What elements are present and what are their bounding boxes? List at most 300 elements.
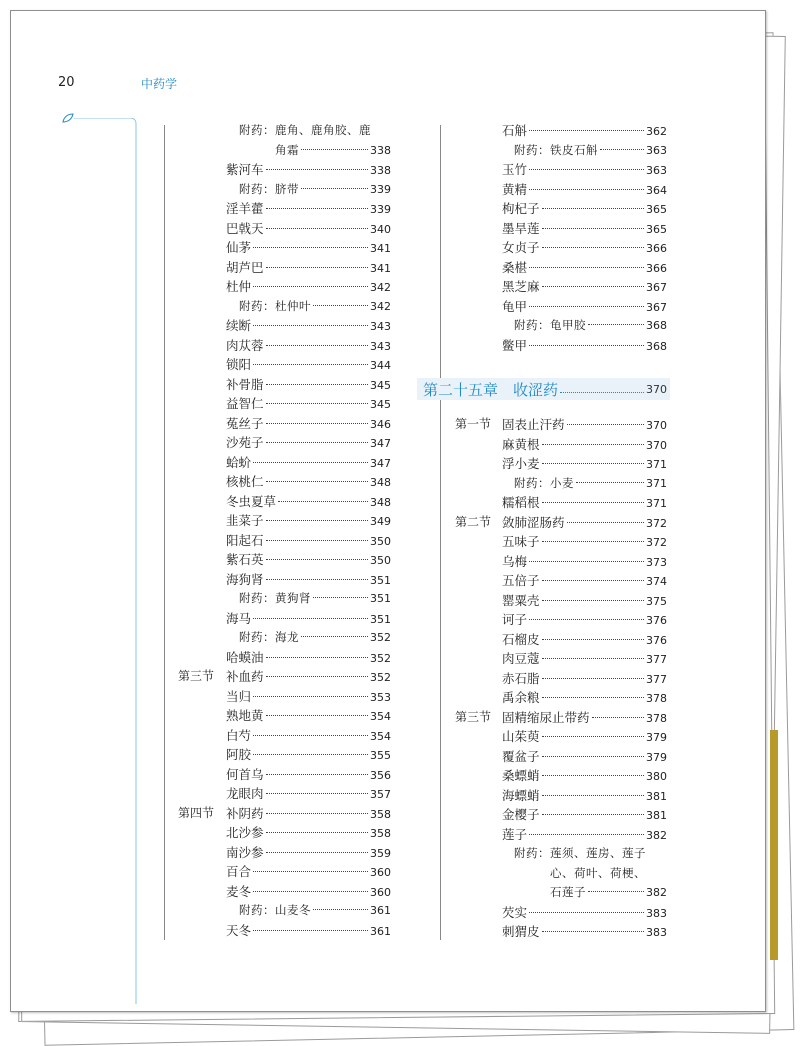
entry-page: 348 <box>370 476 391 489</box>
entry-page: 370 <box>646 438 667 452</box>
toc-entry[interactable] <box>502 747 667 766</box>
toc-appendix-entry[interactable] <box>514 316 667 335</box>
entry-page: 342 <box>370 281 391 294</box>
toc-entry[interactable] <box>226 921 391 940</box>
section-label: 第四节 <box>178 805 215 820</box>
leader-dots <box>266 793 368 794</box>
leader-dots <box>266 676 368 677</box>
entry-name: 蛤蚧 <box>226 454 252 470</box>
toc-entry[interactable] <box>226 570 391 589</box>
toc-entry[interactable] <box>226 414 391 433</box>
toc-entry[interactable] <box>502 219 667 238</box>
leader-dots <box>253 247 368 248</box>
entry-page: 344 <box>370 359 391 372</box>
entry-name: 龙眼肉 <box>226 786 264 801</box>
entry-name: 益智仁 <box>226 396 264 411</box>
entry-name: 固表止汗药 <box>502 417 565 432</box>
entry-name: 阳起石 <box>226 532 264 548</box>
entry-page: 339 <box>370 203 391 216</box>
toc-entry[interactable] <box>502 727 667 746</box>
entry-page: 358 <box>370 807 391 821</box>
entry-page: 378 <box>646 711 667 725</box>
entry-name: 淫羊藿 <box>226 201 264 216</box>
entry-page: 350 <box>370 534 391 548</box>
entry-page: 364 <box>646 183 667 197</box>
toc-entry[interactable] <box>226 238 391 257</box>
toc-entry[interactable] <box>502 277 667 296</box>
leader-dots <box>542 639 644 640</box>
entry-page: 367 <box>646 300 667 314</box>
entry-page: 345 <box>370 378 391 392</box>
entry-page: 371 <box>646 458 667 471</box>
toc-entry[interactable] <box>226 609 391 628</box>
entry-name: 莲子 <box>502 826 528 842</box>
entry-page: 355 <box>370 749 391 762</box>
entry-name: 石莲子 <box>550 885 586 899</box>
leader-dots <box>313 597 368 598</box>
entry-page: 338 <box>370 164 391 177</box>
leader-dots <box>542 247 644 248</box>
entry-name: 阿胶 <box>226 747 252 762</box>
entry-page: 376 <box>646 633 667 647</box>
toc-entry[interactable] <box>502 180 667 199</box>
entry-name: 角霜 <box>275 142 299 157</box>
toc-entry[interactable] <box>502 258 667 277</box>
book-title: 中药学 <box>141 77 178 91</box>
toc-entry[interactable] <box>226 258 391 277</box>
entry-name: 锁阳 <box>226 357 252 372</box>
leader-dots <box>266 228 368 229</box>
entry-name: 糯稻根 <box>502 495 540 510</box>
leader-dots <box>576 482 644 483</box>
entry-name: 白芍 <box>226 727 252 743</box>
entry-name: 枸杞子 <box>502 201 540 216</box>
toc-appendix-entry[interactable] <box>239 628 391 647</box>
entry-name: 紫石英 <box>226 552 264 567</box>
leader-dots <box>266 520 368 521</box>
entry-name: 海马 <box>226 610 252 626</box>
leader-dots <box>529 619 644 620</box>
entry-name: 韭菜子 <box>226 513 264 528</box>
entry-name: 石斛 <box>502 123 528 138</box>
toc-entry[interactable] <box>502 766 667 785</box>
toc-entry[interactable] <box>502 454 667 473</box>
leader-dots <box>253 754 368 755</box>
leader-dots <box>253 618 368 619</box>
entry-name: 何首乌 <box>226 766 264 782</box>
toc-entry[interactable] <box>502 532 667 551</box>
entry-page: 376 <box>646 614 667 627</box>
toc-section-entry[interactable] <box>455 708 667 727</box>
leader-dots <box>266 832 368 833</box>
entry-page: 338 <box>370 143 391 157</box>
entry-name: 南沙参 <box>226 844 264 860</box>
leader-dots <box>266 442 368 443</box>
entry-page: 352 <box>370 651 391 665</box>
entry-page: 382 <box>646 828 667 842</box>
leader-dots <box>542 756 644 757</box>
entry-name: 金樱子 <box>502 807 540 822</box>
toc-entry[interactable] <box>226 453 391 472</box>
entry-name: 补血药 <box>226 669 264 684</box>
leader-dots <box>266 384 368 385</box>
toc-entry[interactable] <box>226 433 391 452</box>
entry-page: 377 <box>646 653 667 666</box>
leader-dots <box>266 345 368 346</box>
toc-entry[interactable] <box>502 903 667 922</box>
leader-dots <box>301 188 368 189</box>
entry-name: 附药：龟甲胶 <box>514 318 586 332</box>
entry-name: 覆盆子 <box>502 748 540 764</box>
toc-entry[interactable] <box>502 805 667 824</box>
entry-name: 附药：鹿角、鹿角胶、鹿 <box>239 123 371 137</box>
leader-dots <box>266 774 368 775</box>
entry-page: 349 <box>370 515 391 528</box>
entry-page: 351 <box>370 573 391 587</box>
toc-appendix-entry[interactable] <box>239 589 391 608</box>
toc-entry[interactable] <box>226 745 391 764</box>
entry-name: 续断 <box>226 318 252 333</box>
leader-dots <box>542 795 644 796</box>
entry-page: 379 <box>646 731 667 744</box>
toc-entry[interactable] <box>502 688 667 707</box>
leader-dots <box>542 228 644 229</box>
entry-page: 383 <box>646 906 667 920</box>
toc-section-entry[interactable] <box>455 415 667 434</box>
entry-page: 345 <box>370 398 391 411</box>
leader-dots <box>266 423 368 424</box>
entry-name: 乌梅 <box>502 553 528 569</box>
toc-entry[interactable] <box>226 823 391 842</box>
toc-entry[interactable] <box>502 199 667 218</box>
entry-name: 芡实 <box>502 904 528 920</box>
entry-page: 359 <box>370 846 391 860</box>
toc-entry[interactable] <box>226 843 391 862</box>
entry-page: 368 <box>646 319 667 332</box>
leader-dots <box>253 871 368 872</box>
entry-page: 381 <box>646 809 667 822</box>
toc-appendix-entry[interactable] <box>275 141 391 160</box>
entry-name: 附药：小麦 <box>514 475 574 490</box>
section-label: 第三节 <box>178 669 215 683</box>
leader-dots <box>529 561 644 562</box>
leader-dots <box>529 834 644 835</box>
entry-page: 365 <box>646 222 667 236</box>
toc-entry[interactable] <box>226 492 391 511</box>
entry-name: 龟甲 <box>502 298 528 314</box>
toc-entry[interactable] <box>226 687 391 706</box>
toc-entry[interactable] <box>502 336 667 355</box>
entry-name: 刺猬皮 <box>502 924 540 939</box>
entry-page: 382 <box>646 886 667 899</box>
toc-entry[interactable] <box>226 160 391 179</box>
toc-entry[interactable] <box>502 493 667 512</box>
leader-dots <box>542 580 644 581</box>
entry-name: 海螵蛸 <box>502 787 540 803</box>
entry-name: 附药：铁皮石斛 <box>514 142 598 157</box>
toc-entry[interactable] <box>226 531 391 550</box>
entry-page: 383 <box>646 926 667 939</box>
section-label: 第二节 <box>455 514 492 529</box>
leader-dots <box>542 463 644 464</box>
leader-dots <box>529 130 644 131</box>
entry-name: 巴戟天 <box>226 220 264 236</box>
entry-name: 赤石脂 <box>502 670 540 686</box>
entry-name: 女贞子 <box>502 240 540 255</box>
leader-dots <box>253 462 368 463</box>
toc-entry[interactable] <box>502 669 667 688</box>
toc-entry[interactable] <box>502 825 667 844</box>
entry-name: 墨旱莲 <box>502 220 540 236</box>
toc-appendix-entry[interactable] <box>239 180 391 199</box>
entry-name: 附药：杜仲叶 <box>239 298 311 313</box>
toc-entry[interactable] <box>502 435 667 454</box>
entry-page: 351 <box>370 612 391 626</box>
entry-name: 附药：脐带 <box>239 181 299 196</box>
toc-appendix-entry[interactable] <box>550 883 667 902</box>
toc-entry[interactable] <box>502 591 667 610</box>
entry-page: 358 <box>370 827 391 840</box>
toc-entry[interactable] <box>226 355 391 374</box>
entry-page: 366 <box>646 242 667 255</box>
toc-entry[interactable] <box>226 648 391 667</box>
leader-dots <box>542 600 644 601</box>
entry-name: 冬虫夏草 <box>226 493 277 509</box>
entry-page: 360 <box>370 866 391 879</box>
leader-dots <box>529 169 644 170</box>
leader-dots <box>313 305 368 306</box>
leader-dots <box>253 891 368 892</box>
entry-name: 心、荷叶、荷梗、 <box>550 865 646 880</box>
leader-dots <box>266 715 368 716</box>
leader-dots <box>266 169 368 170</box>
toc-appendix-entry[interactable] <box>514 844 667 863</box>
section-label: 第一节 <box>455 417 492 431</box>
entry-name: 天冬 <box>226 922 252 938</box>
entry-page: 367 <box>646 281 667 294</box>
leader-dots <box>588 891 644 892</box>
toc-entry[interactable] <box>502 786 667 805</box>
leader-dots <box>266 481 368 482</box>
entry-page: 363 <box>646 143 667 157</box>
entry-name: 肉苁蓉 <box>226 337 264 353</box>
entry-page: 379 <box>646 750 667 764</box>
entry-page: 352 <box>370 631 391 644</box>
entry-name: 肉豆蔻 <box>502 651 540 666</box>
leader-dots <box>313 909 368 910</box>
toc-entry[interactable] <box>502 160 667 179</box>
entry-name: 固精缩尿止带药 <box>502 709 590 725</box>
entry-name: 海狗肾 <box>226 571 264 587</box>
entry-name: 胡芦巴 <box>226 259 264 275</box>
toc-section-entry[interactable] <box>178 667 391 686</box>
entry-page: 375 <box>646 594 667 608</box>
leader-dots <box>542 502 644 503</box>
entry-page: 340 <box>370 222 391 236</box>
entry-page: 374 <box>646 575 667 588</box>
entry-name: 北沙参 <box>226 825 264 840</box>
entry-page: 365 <box>646 203 667 216</box>
entry-page: 361 <box>370 904 391 917</box>
toc-entry[interactable] <box>226 882 391 901</box>
entry-name: 禹余粮 <box>502 690 540 705</box>
leader-dots <box>542 814 644 815</box>
entry-page: 342 <box>370 299 391 313</box>
leader-dots <box>253 696 368 697</box>
toc-appendix-entry[interactable] <box>514 141 667 160</box>
leader-dots <box>542 208 644 209</box>
entry-page: 347 <box>370 437 391 450</box>
toc-entry[interactable] <box>502 649 667 668</box>
entry-page: 357 <box>370 788 391 801</box>
leader-dots <box>529 267 644 268</box>
entry-page: 350 <box>370 554 391 567</box>
entry-page: 343 <box>370 320 391 333</box>
toc-entry[interactable] <box>226 862 391 881</box>
entry-name: 麻黄根 <box>502 436 540 452</box>
entry-page: 341 <box>370 261 391 275</box>
leader-dots <box>266 657 368 658</box>
entry-page: 354 <box>370 729 391 743</box>
entry-name: 玉竹 <box>502 162 528 177</box>
toc-entry[interactable] <box>226 472 391 491</box>
entry-page: 366 <box>646 261 667 275</box>
toc-entry[interactable] <box>226 336 391 355</box>
toc-entry[interactable] <box>226 219 391 238</box>
entry-page: 371 <box>646 476 667 490</box>
leader-dots <box>529 189 644 190</box>
leader-dots <box>542 286 644 287</box>
entry-name: 核桃仁 <box>226 474 264 489</box>
entry-page: 352 <box>370 671 391 684</box>
entry-page: 381 <box>646 789 667 803</box>
toc-entry[interactable] <box>502 552 667 571</box>
entry-page: 373 <box>646 555 667 569</box>
leader-dots <box>542 678 644 679</box>
entry-name: 当归 <box>226 688 252 704</box>
leader-dots <box>266 403 368 404</box>
toc-entry[interactable] <box>502 571 667 590</box>
leader-dots <box>301 149 368 150</box>
entry-name: 浮小麦 <box>502 456 540 471</box>
leader-dots <box>542 736 644 737</box>
leader-dots <box>253 325 368 326</box>
toc-appendix-entry[interactable] <box>239 121 391 140</box>
toc-entry[interactable] <box>226 706 391 725</box>
entry-page: 348 <box>370 495 391 509</box>
leader-dots <box>588 324 644 325</box>
leader-dots <box>266 267 368 268</box>
entry-name: 哈蟆油 <box>226 649 264 665</box>
leader-dots <box>253 930 368 931</box>
toc-section-entry[interactable] <box>455 513 667 532</box>
toc-entry[interactable] <box>226 726 391 745</box>
entry-name: 附药：莲须、莲房、莲子 <box>514 846 646 860</box>
entry-page: 378 <box>646 692 667 705</box>
section-label: 第三节 <box>455 709 492 724</box>
leader-dots <box>542 775 644 776</box>
entry-page: 347 <box>370 456 391 470</box>
toc-entry[interactable] <box>226 316 391 335</box>
toc-section-entry[interactable] <box>178 804 391 823</box>
entry-name: 杜仲 <box>226 279 252 294</box>
leader-dots <box>542 697 644 698</box>
leader-dots <box>266 540 368 541</box>
toc-appendix-entry[interactable] <box>550 864 667 883</box>
toc-appendix-entry[interactable] <box>239 297 391 316</box>
leader-dots <box>301 636 368 637</box>
toc-entry[interactable] <box>502 922 667 941</box>
leader-dots <box>542 541 644 542</box>
toc-entry[interactable] <box>502 297 667 316</box>
toc-entry[interactable] <box>502 238 667 257</box>
entry-name: 山茱萸 <box>502 729 540 744</box>
entry-name: 熟地黄 <box>226 708 264 723</box>
entry-name: 诃子 <box>502 612 528 627</box>
entry-name: 补阴药 <box>226 805 264 821</box>
cover-edge-accent <box>770 730 778 960</box>
toc-entry[interactable] <box>226 784 391 803</box>
entry-page: 360 <box>370 885 391 899</box>
entry-name: 百合 <box>226 864 252 879</box>
toc-appendix-entry[interactable] <box>239 901 391 920</box>
toc-entry[interactable] <box>226 199 391 218</box>
leader-dots <box>253 364 368 365</box>
entry-page: 354 <box>370 710 391 723</box>
entry-name: 紫河车 <box>226 162 264 177</box>
leader-dots <box>542 444 644 445</box>
entry-page: 353 <box>370 690 391 704</box>
toc-entry[interactable] <box>502 121 667 140</box>
toc-entry[interactable] <box>502 630 667 649</box>
entry-name: 鳖甲 <box>502 337 528 353</box>
toc-entry[interactable] <box>226 394 391 413</box>
entry-page: 371 <box>646 497 667 510</box>
entry-page: 356 <box>370 768 391 782</box>
entry-name: 菟丝子 <box>226 415 264 431</box>
leader-dots <box>567 522 644 523</box>
toc-entry[interactable] <box>226 277 391 296</box>
entry-page: 377 <box>646 672 667 686</box>
leader-dots <box>253 286 368 287</box>
leader-dots <box>592 717 644 718</box>
leader-dots <box>266 852 368 853</box>
toc-entry[interactable] <box>226 375 391 394</box>
entry-name: 补骨脂 <box>226 376 264 392</box>
leader-dots <box>560 392 644 393</box>
entry-page: 361 <box>370 924 391 938</box>
entry-name: 敛肺涩肠药 <box>502 514 565 530</box>
entry-page: 368 <box>646 339 667 353</box>
chapter-page: 370 <box>646 382 667 396</box>
entry-name: 附药：海龙 <box>239 630 299 644</box>
toc-entry[interactable] <box>226 550 391 569</box>
right-column-rule <box>440 125 441 940</box>
entry-name: 石榴皮 <box>502 631 540 647</box>
toc-entry[interactable] <box>226 765 391 784</box>
leader-dots <box>266 579 368 580</box>
leader-dots <box>529 306 644 307</box>
toc-entry[interactable] <box>226 511 391 530</box>
entry-name: 附药：山麦冬 <box>239 903 311 917</box>
entry-name: 桑椹 <box>502 259 528 275</box>
chapter-heading[interactable] <box>417 378 670 400</box>
toc-entry[interactable] <box>502 610 667 629</box>
leader-dots <box>253 735 368 736</box>
toc-appendix-entry[interactable] <box>514 474 667 493</box>
entry-page: 339 <box>370 182 391 196</box>
entry-name: 附药：黄狗肾 <box>239 591 311 605</box>
